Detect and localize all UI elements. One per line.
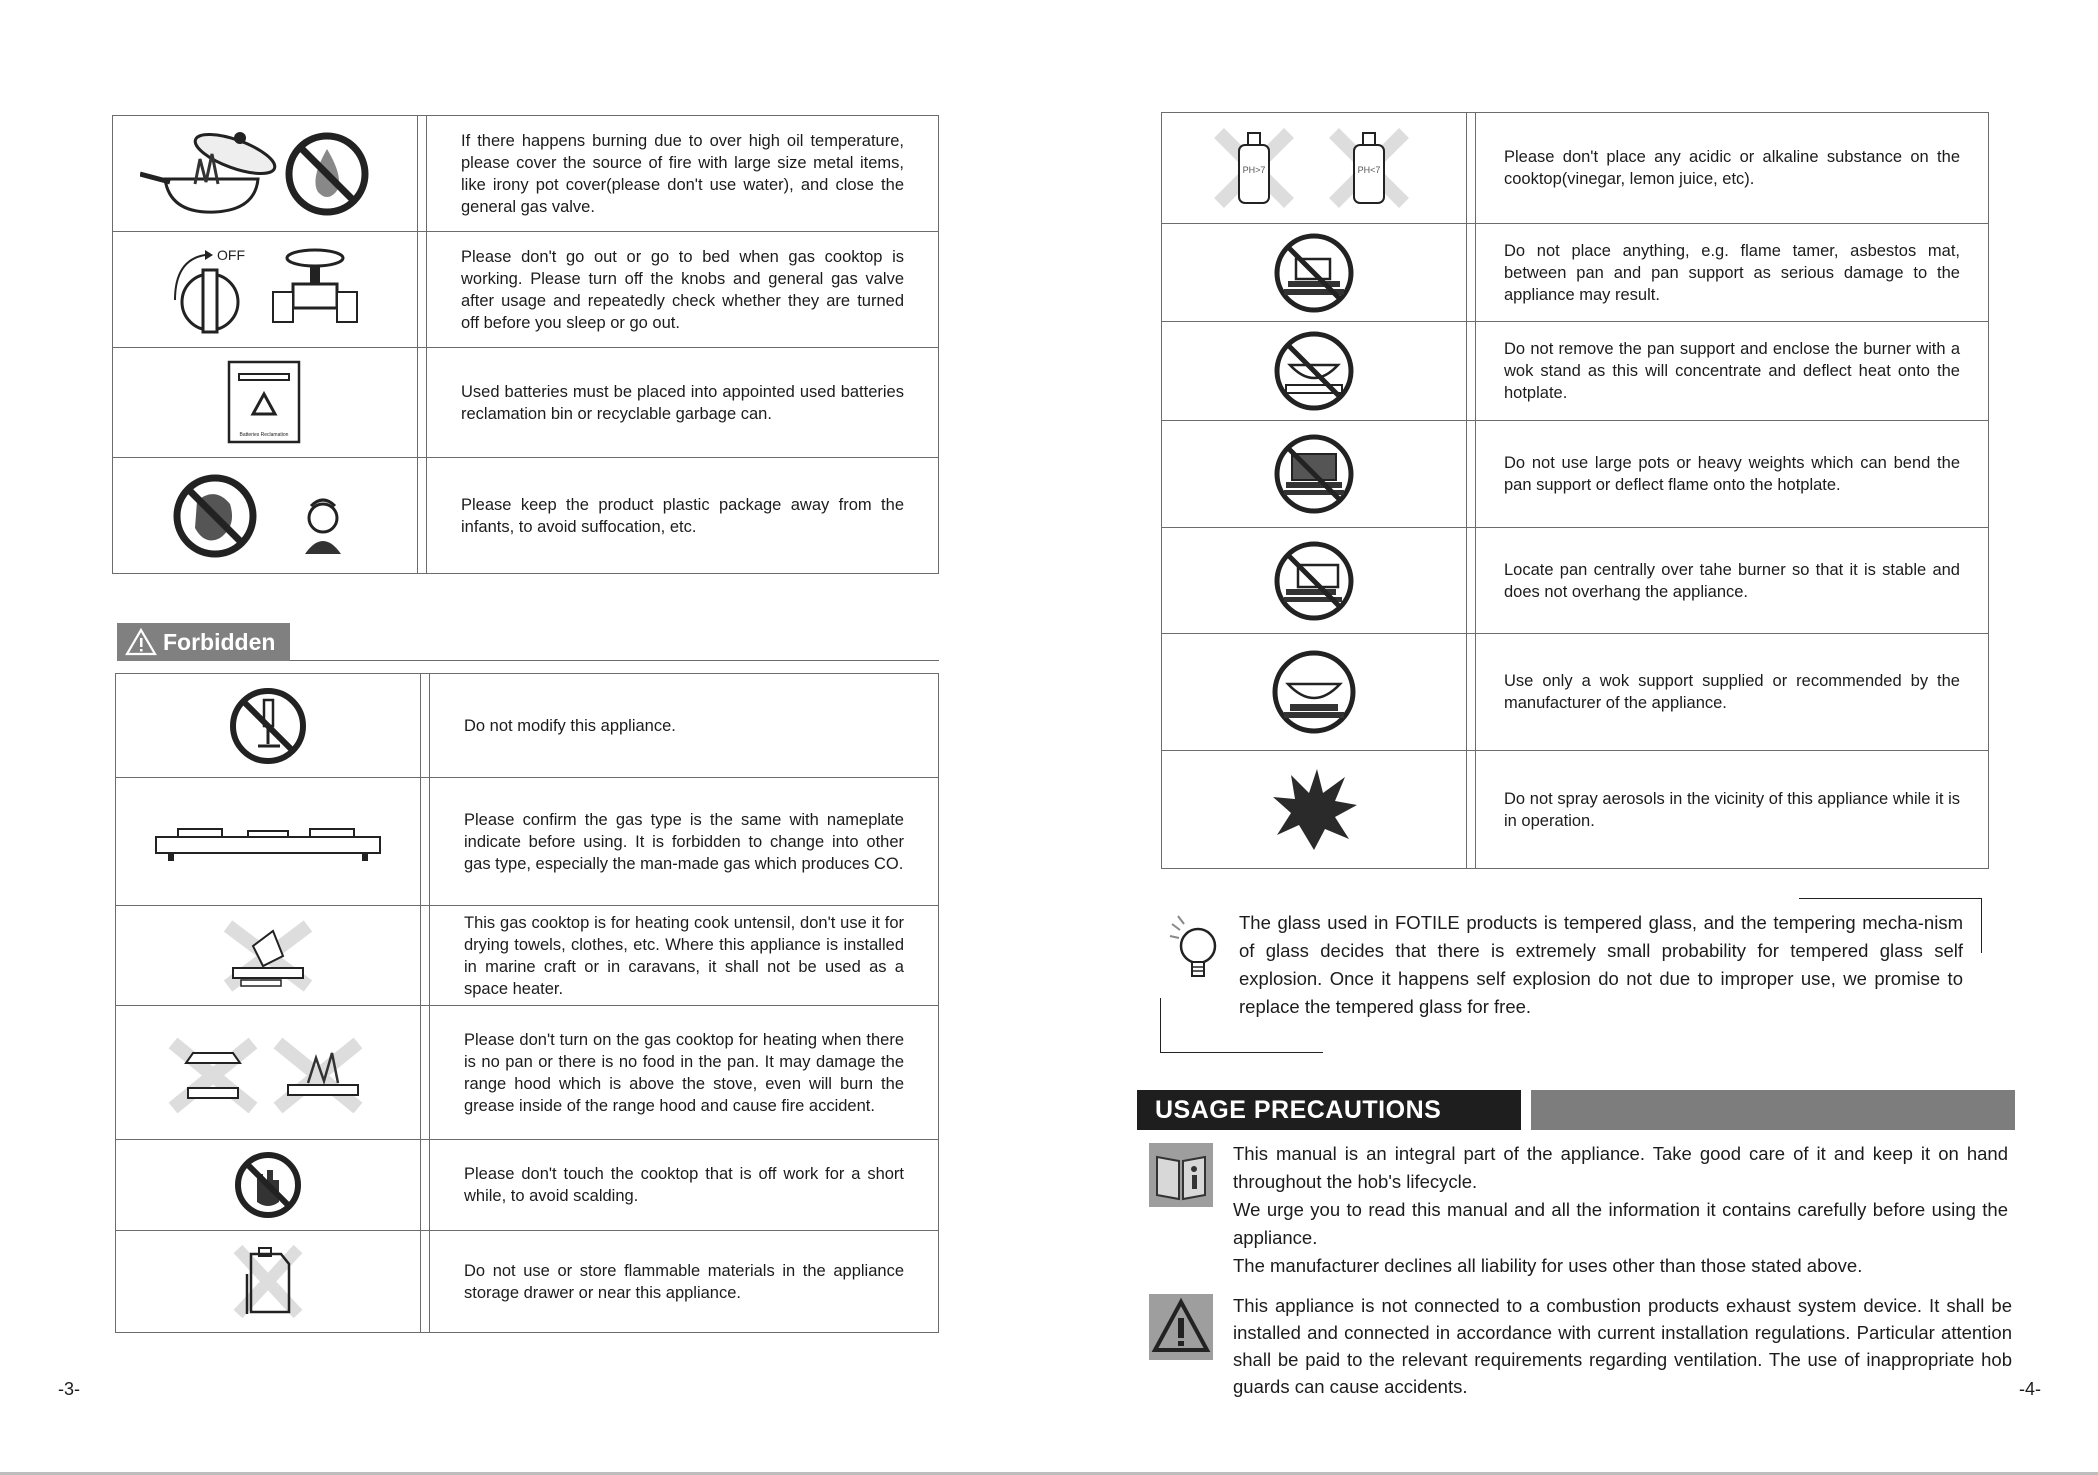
oil-fire-no-water-icon: [113, 116, 418, 232]
table-row: [116, 778, 939, 906]
cooktop-nameplate-icon: [116, 778, 421, 906]
svg-text:PH<7: PH<7: [1357, 165, 1381, 175]
note-frame-bottom: [1160, 1052, 1323, 1053]
manual-book-icon: [1149, 1143, 1213, 1207]
table-row: [116, 1140, 939, 1231]
forbidden-tag: [117, 623, 290, 661]
table-row: [1162, 528, 1989, 634]
battery-recycle-bin-icon: [113, 348, 418, 458]
svg-text:OFF: OFF: [217, 246, 245, 263]
rule-text: Locate pan centrally over tahe burner so that it is stable and does not overhang the appliance.: [1504, 560, 1960, 601]
rule-text: Do not spray aerosols in the vicinity of this appliance while it is in operation.: [1504, 789, 1960, 830]
no-empty-burner-icon: [116, 1006, 421, 1140]
warning-text: Please keep the product plastic package away from the infants, to avoid suffocation, etc.: [461, 495, 904, 536]
table-row: [1162, 421, 1989, 528]
svg-text:Batteries Reclamation: Batteries Reclamation: [239, 431, 289, 438]
note-frame-top: [1799, 898, 1982, 899]
rule-text: Do not use large pots or heavy weights which can bend the pan support or deflect flame onto the hotplate.: [1504, 454, 1960, 494]
table-row: [116, 674, 939, 778]
forbidden-text: Please confirm the gas type is the same with nameplate indicate before using. It is forbidden to change into other gas type, especially the man-made gas which produces CO.: [464, 810, 904, 873]
table-row: [116, 1231, 939, 1333]
table-row: [113, 116, 939, 232]
safety-warnings-table: [112, 115, 939, 574]
wok-support-icon: [1162, 634, 1467, 751]
divider: [290, 660, 939, 661]
forbidden-table: [115, 673, 939, 1333]
forbidden-label: Forbidden: [163, 628, 276, 655]
heading-bar: [1531, 1090, 2015, 1130]
no-flammable-storage-icon: [116, 1231, 421, 1333]
manual-line: This manual is an integral part of the appliance. Take good care of it and keep it on hand throughout the hob's lifecycle.: [1233, 1143, 2008, 1192]
table-row: [1162, 634, 1989, 751]
no-overhang-pan-icon: [1162, 528, 1467, 634]
rule-text: Use only a wok support supplied or recommended by the manufacturer of the appliance.: [1504, 672, 1960, 712]
table-row: [1162, 113, 1989, 224]
lightbulb-icon: [1168, 914, 1222, 994]
no-modify-screwdriver-icon: [116, 674, 421, 778]
no-acid-alkaline-bottles-icon: [1162, 113, 1467, 224]
table-row: [113, 348, 939, 458]
svg-text:PH>7: PH>7: [1242, 165, 1266, 175]
manual-line: The manufacturer declines all liability for uses other than those stated above.: [1233, 1255, 1863, 1276]
note-frame-right: [1981, 898, 1982, 953]
warning-text: If there happens burning due to over high oil temperature, please cover the source of fire with large size metal items, like irony pot cover(please don't use water), and close the general gas valve.: [461, 131, 904, 216]
manual-line: We urge you to read this manual and all the information it contains carefully before using the appliance.: [1233, 1199, 2008, 1248]
forbidden-text: This gas cooktop is for heating cook untensil, don't use it for drying towels, clothes, etc. Where this appliance is installed in marine craft or in caravans, it shall not be used as a space heater.: [464, 913, 904, 998]
rule-text: Please don't place any acidic or alkaline substance on the cooktop(vinegar, lemon juice, etc).: [1504, 148, 1960, 188]
forbidden-text: Do not modify this appliance.: [464, 716, 676, 735]
table-row: [1162, 751, 1989, 869]
note-frame-left: [1160, 998, 1161, 1053]
no-flame-tamer-icon: [1162, 224, 1467, 322]
page-number-left: -3-: [58, 1379, 80, 1399]
usage-precautions-heading: USAGE PRECAUTIONS: [1137, 1090, 1521, 1130]
table-row: [116, 906, 939, 1006]
explosion-aerosol-icon: [1162, 751, 1467, 869]
no-touch-hot-hand-icon: [116, 1140, 421, 1231]
rule-text: Do not place anything, e.g. flame tamer, asbestos mat, between pan and pan support as serious damage to the appliance may result.: [1504, 241, 1960, 304]
warning-triangle-icon: [1149, 1294, 1213, 1360]
cooktop-rules-table: [1161, 112, 1989, 869]
warning-text: Used batteries must be placed into appointed used batteries reclamation bin or recyclable garbage can.: [461, 382, 904, 423]
warning-text: Please don't go out or go to bed when gas cooktop is working. Please turn off the knobs and general gas valve after usage and repeatedly check whether they are turned off before you sleep or go out.: [461, 247, 904, 332]
table-row: [1162, 224, 1989, 322]
no-heating-towels-icon: [116, 906, 421, 1006]
table-row: [113, 458, 939, 574]
manual-paragraph: [1233, 1140, 2008, 1280]
glass-note: The glass used in FOTILE products is tempered glass, and the tempering mecha-nism of glass decides that there is extremely small probability for tempered glass self explosion. Once it happens self explosion do not due to improper use, we promise to replace the tempered glass for free.: [1239, 912, 1963, 1017]
table-row: [1162, 322, 1989, 421]
forbidden-text: Do not use or store flammable materials in the appliance storage drawer or near this appliance.: [464, 1261, 904, 1302]
no-wok-stand-enclose-icon: [1162, 322, 1467, 421]
no-plastic-bag-child-icon: [113, 458, 418, 574]
table-row: [116, 1006, 939, 1140]
rule-text: Do not remove the pan support and enclose the burner with a wok stand as this will concentrate and deflect heat onto the hotplate.: [1504, 340, 1960, 402]
page-number-right: -4-: [2019, 1379, 2041, 1399]
ventilation-warning: This appliance is not connected to a combustion products exhaust system device. It shall be installed and connected in accordance with current installation regulations. Particular attention shall be paid to the relevant requirements regarding ventilation. The use of inappropriate hob guards can cause accidents.: [1233, 1295, 2012, 1397]
no-heavy-pot-icon: [1162, 421, 1467, 528]
knob-off-gas-valve-icon: [113, 232, 418, 348]
forbidden-text: Please don't turn on the gas cooktop for heating when there is no pan or there is no food in the pan. It may damage the range hood which is above the stove, even will burn the grease inside of the range hood and cause fire accident.: [464, 1030, 904, 1115]
forbidden-text: Please don't touch the cooktop that is off work for a short while, to avoid scalding.: [464, 1165, 904, 1205]
table-row: [113, 232, 939, 348]
warning-triangle-icon: [125, 628, 157, 656]
